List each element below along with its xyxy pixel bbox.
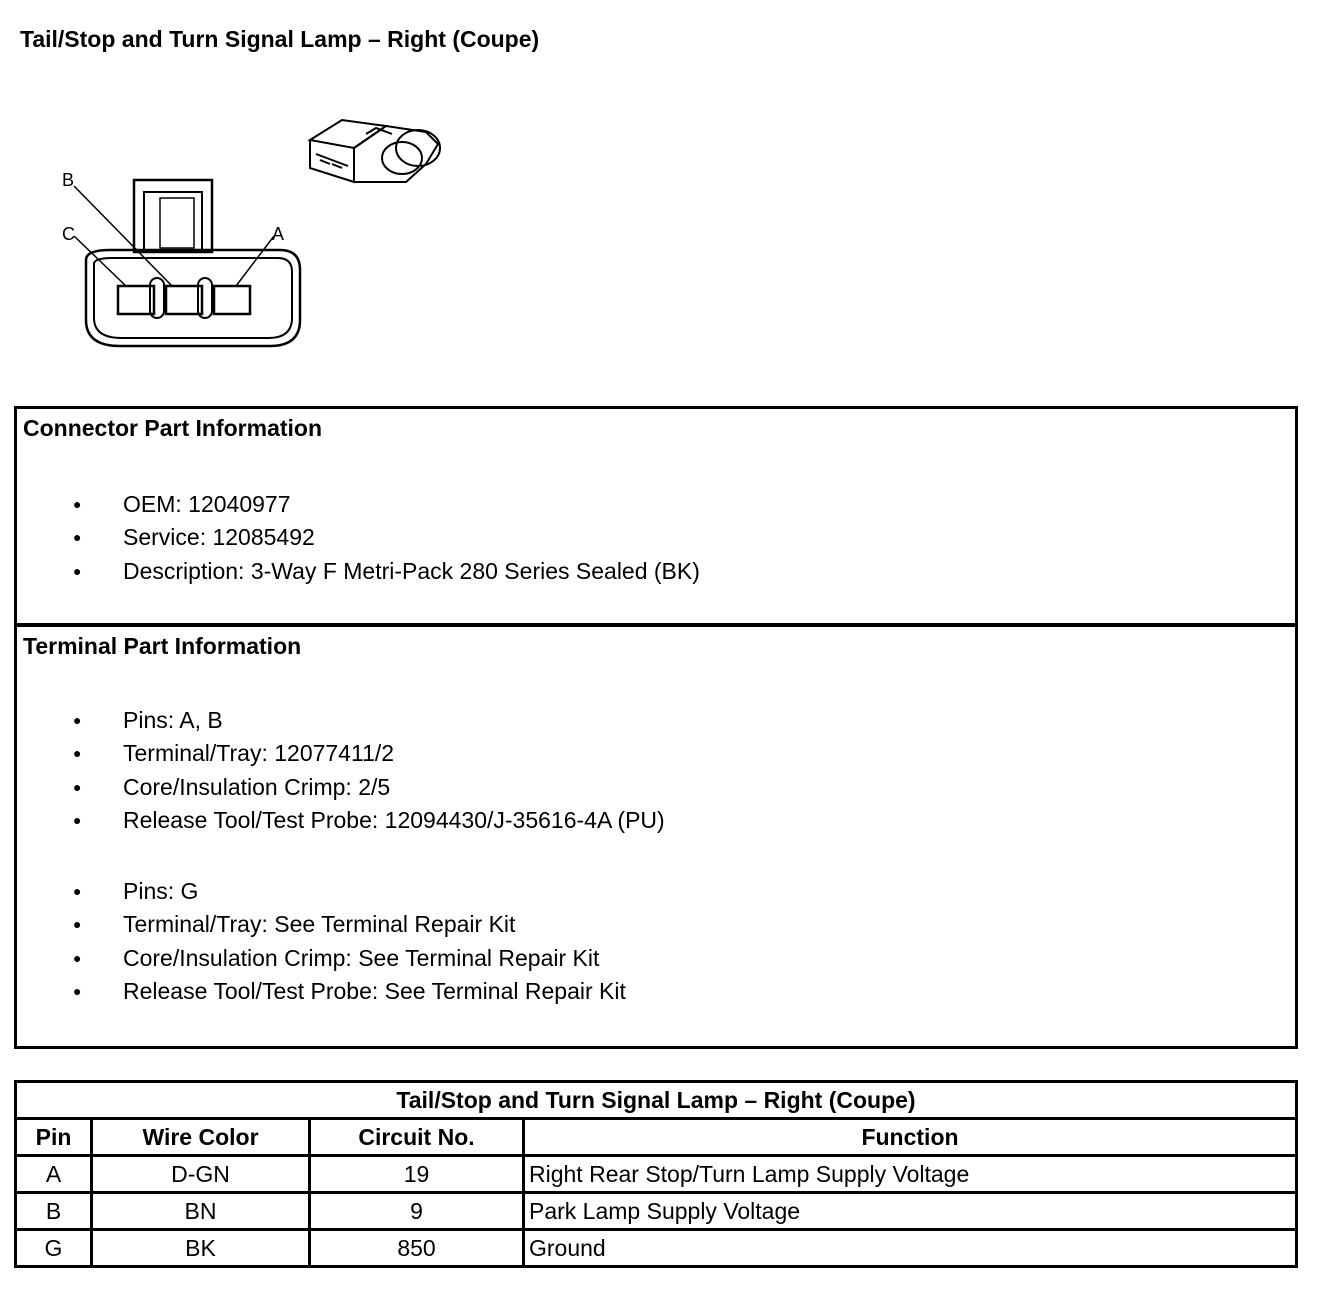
header-pin: Pin	[16, 1119, 92, 1156]
cell-function: Park Lamp Supply Voltage	[524, 1193, 1297, 1230]
terminal-part-info	[14, 624, 1298, 1049]
cavity-label-a: A	[272, 224, 285, 244]
connector-list	[73, 488, 700, 588]
cell-wire-color: D-GN	[92, 1156, 310, 1193]
page-title: Tail/Stop and Turn Signal Lamp – Right (Coupe)	[20, 26, 540, 52]
list-item: ● Description: 3-Way F Metri-Pack 280 Series Sealed (BK)	[73, 555, 700, 588]
connector-part-info	[14, 406, 1298, 626]
list-item: ● Core/Insulation Crimp: 2/5	[73, 771, 665, 804]
cell-wire-color: BK	[92, 1230, 310, 1267]
table-row	[16, 1230, 1297, 1267]
pin-table-header	[16, 1119, 1297, 1156]
list-item: ● OEM: 12040977	[73, 488, 700, 521]
cell-circuit-no: 9	[310, 1193, 524, 1230]
pin-table	[14, 1080, 1298, 1268]
cell-function: Right Rear Stop/Turn Lamp Supply Voltage	[524, 1156, 1297, 1193]
list-item: ● Terminal/Tray: 12077411/2	[73, 737, 665, 770]
cavity-label-c: C	[62, 224, 75, 244]
list-item: ● Core/Insulation Crimp: See Terminal Repair Kit	[73, 942, 626, 975]
header-circuit-no: Circuit No.	[310, 1119, 524, 1156]
terminal-list-1	[73, 704, 665, 837]
connector-heading: Connector Part Information	[23, 415, 323, 441]
list-item: ● Release Tool/Test Probe: 12094430/J-35616-4A (PU)	[73, 804, 665, 837]
cell-function: Ground	[524, 1230, 1297, 1267]
cell-circuit-no: 850	[310, 1230, 524, 1267]
list-item: ● Release Tool/Test Probe: See Terminal Repair Kit	[73, 975, 626, 1008]
table-row	[16, 1156, 1297, 1193]
list-item: ● Pins: G	[73, 875, 626, 908]
list-item: ● Pins: A, B	[73, 704, 665, 737]
list-item: ● Terminal/Tray: See Terminal Repair Kit	[73, 908, 626, 941]
connector-isometric-image	[310, 120, 440, 182]
cell-pin: G	[16, 1230, 92, 1267]
terminal-list-2	[73, 875, 626, 1008]
cavity-label-b: B	[62, 170, 75, 190]
list-item: ● Service: 12085492	[73, 521, 700, 554]
cell-pin: A	[16, 1156, 92, 1193]
table-row	[16, 1193, 1297, 1230]
cell-pin: B	[16, 1193, 92, 1230]
cell-circuit-no: 19	[310, 1156, 524, 1193]
terminal-heading: Terminal Part Information	[23, 633, 302, 659]
connector-face-diagram	[50, 100, 470, 360]
cell-wire-color: BN	[92, 1193, 310, 1230]
header-function: Function	[524, 1119, 1297, 1156]
pin-table-caption: Tail/Stop and Turn Signal Lamp – Right (Coupe)	[16, 1082, 1297, 1119]
header-wire-color: Wire Color	[92, 1119, 310, 1156]
